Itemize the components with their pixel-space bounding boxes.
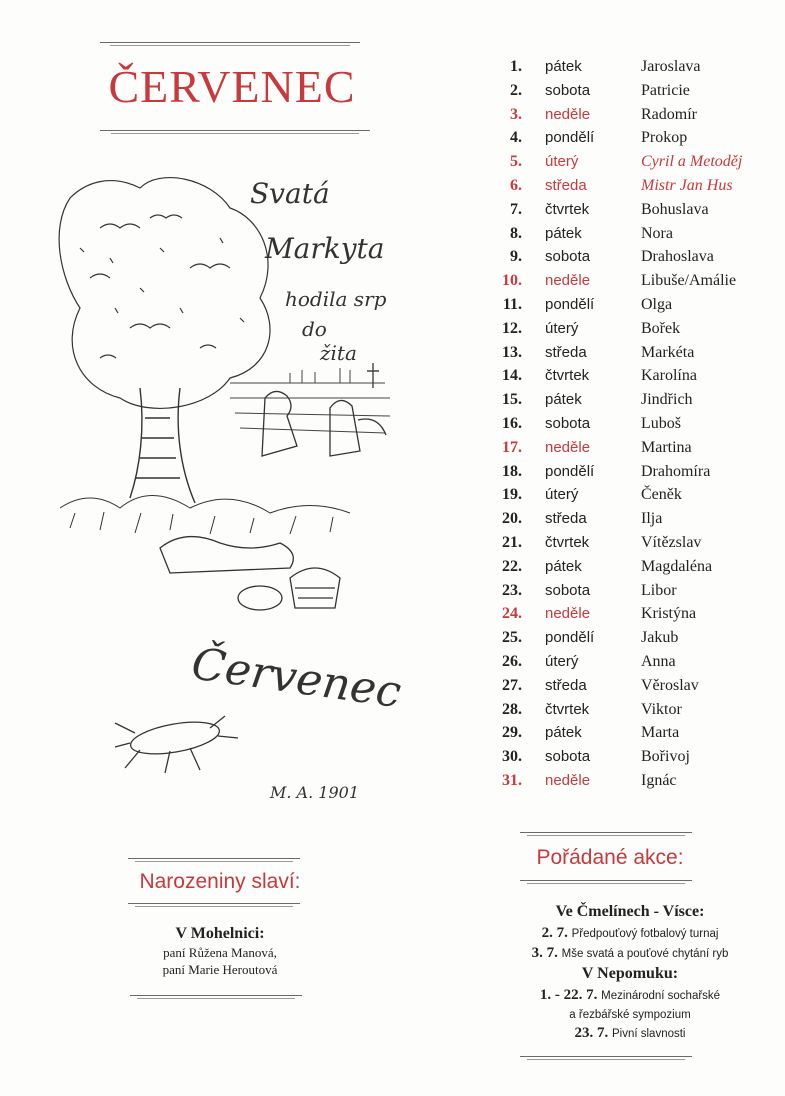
name-day: Bohuslava [641, 200, 709, 218]
weekday: úterý [545, 486, 579, 504]
weekday: pondělí [545, 629, 595, 647]
name-day: Vítězslav [641, 534, 702, 551]
name-day: Magdaléna [641, 557, 713, 575]
title-rule-bottom [100, 130, 370, 131]
weekday: čtvrtek [545, 367, 590, 385]
name-day: Karolína [641, 367, 697, 385]
weekday: středa [545, 343, 587, 361]
name-day: Markéta [641, 343, 695, 361]
event-3: 1. - 22. 7. Mezinárodní sochařské [539, 987, 721, 1003]
weekday: pondělí [545, 129, 595, 147]
inscription-line-5: žita [320, 341, 357, 365]
day-number: 22. [502, 557, 522, 575]
beetle-drawing [115, 716, 238, 773]
name-day: Mistr Jan Hus [641, 177, 733, 194]
day-number: 8. [510, 224, 522, 242]
reaping-women [262, 391, 386, 456]
inscription-line-2: Markyta [265, 232, 385, 265]
event-2: 3. 7. Mše svatá a pouťové chytání ryb [531, 945, 729, 961]
weekday: středa [545, 177, 587, 194]
day-number: 11. [502, 296, 522, 313]
events-rule-mid [520, 880, 692, 881]
inscription-line-4: do [302, 317, 327, 341]
weekday: sobota [545, 81, 591, 99]
birthdays-rule-top [128, 858, 300, 859]
weekday: pátek [545, 724, 582, 742]
name-day: Ignác [641, 772, 677, 789]
events-heading: Pořádané akce: [536, 846, 684, 869]
day-number: 15. [502, 391, 522, 409]
name-day: Olga [641, 296, 673, 313]
event-4: 23. 7. Pivní slavnosti [574, 1025, 686, 1041]
name-day: Jakub [641, 629, 679, 647]
day-number: 2. [510, 81, 522, 99]
name-day: Patricie [641, 81, 690, 99]
month-lettering: Červenec [188, 638, 405, 719]
inscription [250, 177, 387, 365]
title-rule-top [100, 42, 360, 43]
name-day: Jaroslava [641, 58, 701, 75]
day-number: 21. [502, 534, 522, 551]
name-day: Prokop [641, 129, 688, 147]
weekday: středa [545, 676, 587, 694]
day-number: 30. [502, 748, 522, 766]
day-number: 5. [510, 153, 522, 171]
day-number: 9. [510, 248, 522, 266]
name-day: Luboš [641, 415, 681, 432]
name-day: Ilja [641, 510, 663, 528]
birthdays-person-2: paní Marie Heroutová [162, 962, 278, 977]
name-day: Věroslav [641, 676, 699, 694]
inscription-line-1: Svatá [250, 177, 330, 210]
day-number: 25. [502, 629, 522, 647]
day-number: 13. [502, 343, 522, 361]
name-day: Viktor [641, 700, 682, 718]
weekday: čtvrtek [545, 534, 590, 551]
name-day: Radomír [641, 105, 697, 123]
inscription-line-3: hodila srp [285, 287, 387, 311]
month-title: ČERVENEC [108, 61, 356, 112]
name-day: Bořek [641, 319, 681, 337]
weekday: pátek [545, 58, 582, 75]
birthdays-place: V Mohelnici: [175, 925, 265, 942]
day-number: 3. [510, 105, 522, 123]
day-number: 10. [502, 272, 522, 290]
day-number: 17. [502, 438, 522, 456]
weekday: sobota [545, 581, 591, 599]
day-number: 6. [510, 177, 522, 194]
weekday: úterý [545, 653, 579, 670]
name-day: Marta [641, 724, 680, 742]
name-day: Libor [641, 581, 677, 599]
grass-foreground [60, 496, 350, 535]
day-number: 19. [502, 486, 522, 504]
name-day: Čeněk [641, 486, 682, 504]
weekday: čtvrtek [545, 700, 590, 718]
field-horizon [230, 363, 390, 433]
events-place-2: V Nepomuku: [581, 965, 679, 982]
day-number: 14. [502, 367, 522, 385]
day-number: 4. [510, 129, 522, 147]
day-number: 31. [502, 772, 522, 789]
weekday: pondělí [545, 462, 595, 480]
weekday: neděle [545, 272, 591, 290]
birthdays-rule-bottom [130, 995, 302, 996]
name-day: Libuše/Amálie [641, 272, 737, 290]
weekday: úterý [545, 319, 579, 337]
day-number: 29. [502, 724, 522, 742]
name-day: Anna [641, 653, 676, 670]
weekday: čtvrtek [545, 200, 590, 218]
day-number: 16. [502, 415, 522, 432]
weekday: pátek [545, 557, 582, 575]
day-number: 7. [510, 200, 522, 218]
weekday: neděle [545, 105, 591, 123]
weekday: pondělí [545, 296, 595, 313]
events-rule-bottom [520, 1056, 692, 1057]
name-day: Cyril a Metoděj [641, 153, 743, 171]
day-number: 26. [502, 653, 522, 670]
day-number: 12. [502, 319, 522, 337]
weekday: pátek [545, 224, 582, 242]
tree-canopy [59, 178, 270, 409]
weekday: úterý [545, 153, 579, 171]
event-3-line-2: a řezbářské sympozium [569, 1009, 691, 1021]
day-number: 1. [510, 58, 522, 75]
event-1: 2. 7. Předpouťový fotbalový turnaj [541, 925, 719, 941]
weekday: neděle [545, 772, 591, 789]
day-number: 23. [502, 581, 522, 599]
day-number: 20. [502, 510, 522, 528]
day-number: 24. [502, 605, 522, 623]
name-day: Drahomíra [641, 462, 711, 480]
illustration-st-margaret [40, 158, 420, 828]
events-rule-top [520, 832, 692, 833]
resting-figure-and-basket [160, 537, 340, 610]
name-day: Kristýna [641, 605, 697, 623]
events-place-1: Ve Čmelínech - Vísce: [555, 903, 705, 920]
name-day: Nora [641, 224, 673, 242]
weekday: neděle [545, 605, 591, 623]
name-day: Jindřich [641, 391, 693, 409]
weekday: sobota [545, 748, 591, 766]
name-day: Martina [641, 438, 692, 456]
weekday: neděle [545, 438, 591, 456]
weekday: pátek [545, 391, 582, 409]
weekday: sobota [545, 415, 591, 432]
day-number: 27. [502, 676, 522, 694]
birthdays-rule-mid [128, 903, 300, 904]
weekday: středa [545, 510, 587, 528]
weekday: sobota [545, 248, 591, 266]
day-number: 28. [502, 700, 522, 718]
name-day: Drahoslava [641, 248, 714, 266]
birthdays-heading: Narozeniny slaví: [139, 870, 301, 893]
artist-signature: M. A. 1901 [270, 783, 359, 802]
birthdays-person-1: paní Růžena Manová, [163, 945, 277, 960]
day-number: 18. [502, 462, 522, 480]
name-day: Bořivoj [641, 748, 690, 766]
